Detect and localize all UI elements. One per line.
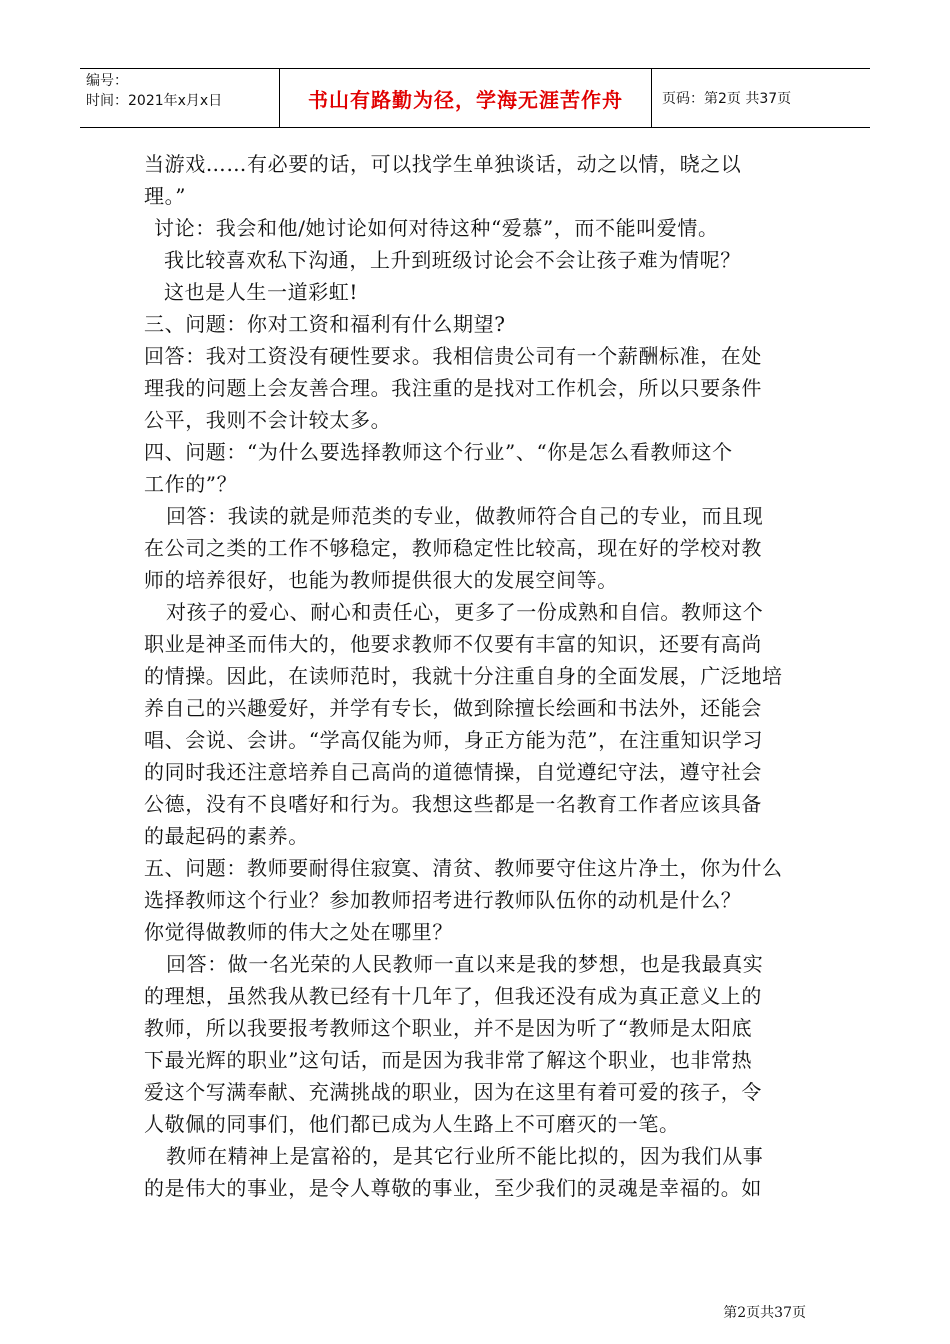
body-line: 理我的问题上会友善合理。我注重的是找对工作机会，所以只要条件 [144,376,762,400]
body-line: 你觉得做教师的伟大之处在哪里？ [144,920,453,944]
body-line: 教师在精神上是富裕的，是其它行业所不能比拟的，因为我们从事 [166,1144,764,1168]
body-line: 爱这个写满奉献、充满挑战的职业，因为在这里有着可爱的孩子，令 [144,1080,762,1104]
page-header [80,68,870,128]
body-line: 的最起码的素养。 [144,824,309,848]
body-line: 对孩子的爱心、耐心和责任心，更多了一份成熟和自信。教师这个 [166,600,764,624]
body-line: 的情操。因此，在读师范时，我就十分注重自身的全面发展，广泛地培 [144,664,783,688]
body-line: 这也是人生一道彩虹! [164,280,359,304]
body-line: 在公司之类的工作不够稳定，教师稳定性比较高，现在好的学校对教 [144,536,762,560]
body-line: 公德，没有不良嗜好和行为。我想这些都是一名教育工作者应该具备 [144,792,762,816]
body-line: 工作的”？ [144,472,238,496]
document-time-label: 时间：2021年x月x日 [86,93,223,109]
body-line: 师的培养很好，也能为教师提供很大的发展空间等。 [144,568,618,592]
document-body [144,148,808,1204]
body-line: 公平，我则不会计较太多。 [144,408,392,432]
body-line: 理。” [144,184,187,208]
body-line: 养自己的兴趣爱好，并学有专长，做到除擅长绘画和书法外，还能会 [144,696,762,720]
header-meta [80,69,280,127]
header-motto: 书山有路勤为径，学海无涯苦作舟 [280,69,652,127]
body-line: 选择教师这个行业？参加教师招考进行教师队伍你的动机是什么？ [144,888,742,912]
body-line: 教师，所以我要报考教师这个职业，并不是因为听了“教师是太阳底 [144,1016,753,1040]
body-line: 四、问题：“为什么要选择教师这个行业”、“你是怎么看教师这个 [144,440,733,464]
body-line: 当游戏……有必要的话，可以找学生单独谈话，动之以情，晓之以 [144,152,742,176]
header-page-info: 页码：第2页 共37页 [662,91,792,107]
body-line: 职业是神圣而伟大的，他要求教师不仅要有丰富的知识，还要有高尚 [144,632,762,656]
body-line: 的同时我还注意培养自己高尚的道德情操，自觉遵纪守法，遵守社会 [144,760,762,784]
body-line: 回答：我读的就是师范类的专业，做教师符合自己的专业，而且现 [166,504,764,528]
body-line: 的是伟大的事业，是令人尊敬的事业，至少我们的灵魂是幸福的。如 [144,1176,762,1200]
document-number-label: 编号： [86,73,128,89]
body-line: 的理想，虽然我从教已经有十几年了，但我还没有成为真正意义上的 [144,984,762,1008]
body-line: 回答：我对工资没有硬性要求。我相信贵公司有一个薪酬标准，在处 [144,344,762,368]
page-footer: 第2页共37页 [723,1305,806,1321]
body-line: 唱、会说、会讲。“学高仅能为师，身正方能为范”，在注重知识学习 [144,728,764,752]
body-line: 五、问题：教师要耐得住寂寞、清贫、教师要守住这片净土，你为什么 [144,856,783,880]
body-line: 讨论：我会和他/她讨论如何对待这种“爱慕”，而不能叫爱情。 [154,216,719,240]
body-line: 三、问题：你对工资和福利有什么期望? [144,312,506,336]
body-line: 回答：做一名光荣的人民教师一直以来是我的梦想，也是我最真实 [166,952,764,976]
body-line: 人敬佩的同事们，他们都已成为人生路上不可磨灭的一笔。 [144,1112,680,1136]
body-line: 我比较喜欢私下沟通，上升到班级讨论会不会让孩子难为情呢？ [164,248,741,272]
body-line: 下最光辉的职业”这句话，而是因为我非常了解这个职业，也非常热 [144,1048,753,1072]
